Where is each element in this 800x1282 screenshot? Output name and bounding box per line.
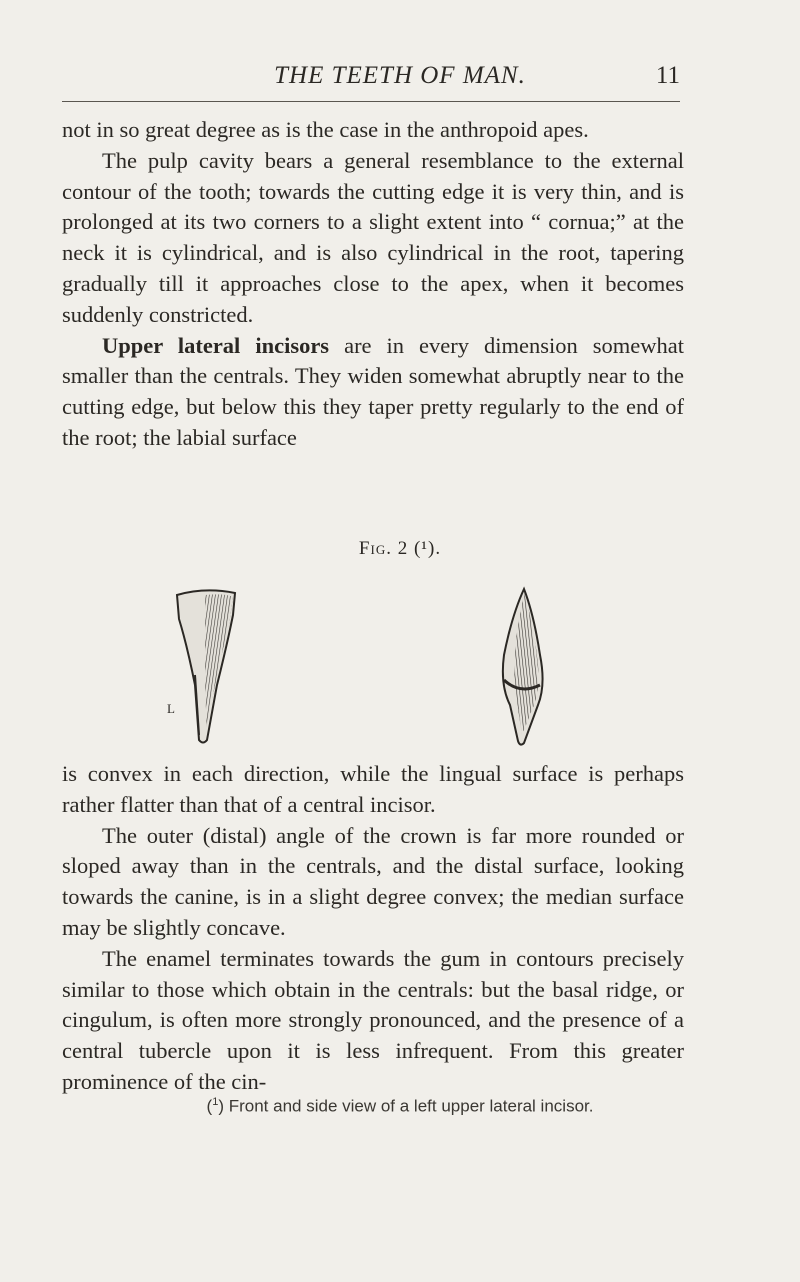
figure-caption: [0, 538, 800, 560]
text-block-bottom: [62, 759, 684, 1098]
footnote-marker: 1: [212, 1096, 219, 1108]
text-block-top: [62, 115, 684, 454]
footnote: ($^1$) Front and side view of a left upper lateral incisor.: [206, 1096, 594, 1116]
page-number: 11: [655, 62, 680, 89]
bold-heading: Upper lateral incisors: [102, 332, 330, 358]
paragraph: not in so great degree as is the case in the anthropoid apes.: [62, 117, 589, 142]
side-mark: L: [167, 701, 175, 716]
running-head: [0, 62, 800, 92]
paragraph: The pulp cavity bears a general resemblance to the external contour of the tooth; towards the cutting edge it is very thin, and is prolonged at its two corners to a slight extent into “ cornua;” at the neck it is cylindrical, and is also cylindrical in the root, tapering gradually till it approaches close to the apex, when it becomes suddenly constricted.: [62, 147, 684, 327]
running-title: THE TEETH OF MAN.: [274, 62, 526, 89]
paragraph: The enamel terminates towards the gum in contours precisely similar to those which obtain in the centrals: but the basal ridge, or cingulum, is often more strongly pronounced, and the presence of a central tubercle upon it is less infrequent. From this greater prominence of the cin-: [62, 945, 684, 1094]
incisor-side-view-illustration: [490, 585, 552, 750]
figure-label: Fig.: [358, 538, 392, 559]
paragraph: The outer (distal) angle of the crown is far more rounded or sloped away than in the centrals, and the distal surface, looking towards the canine, is in a slight degree convex; the median surface may be slightly concave.: [62, 822, 684, 940]
figure-note: (¹).: [413, 538, 442, 559]
incisor-front-view-illustration: [165, 585, 245, 750]
paragraph-text: are in every dimension somewhat smaller than the centrals. They widen somewhat abruptly near to the cutting edge, but below this they taper pretty regularly to the end of the root; the labial surface: [62, 332, 684, 450]
figure-number: 2: [397, 538, 409, 559]
paragraph: [62, 331, 684, 454]
header-rule: [62, 101, 680, 102]
paragraph: is convex in each direction, while the lingual surface is perhaps rather flatter than that of a central incisor.: [62, 761, 684, 817]
footnote-text: Front and side view of a left upper lateral incisor.: [228, 1096, 594, 1116]
